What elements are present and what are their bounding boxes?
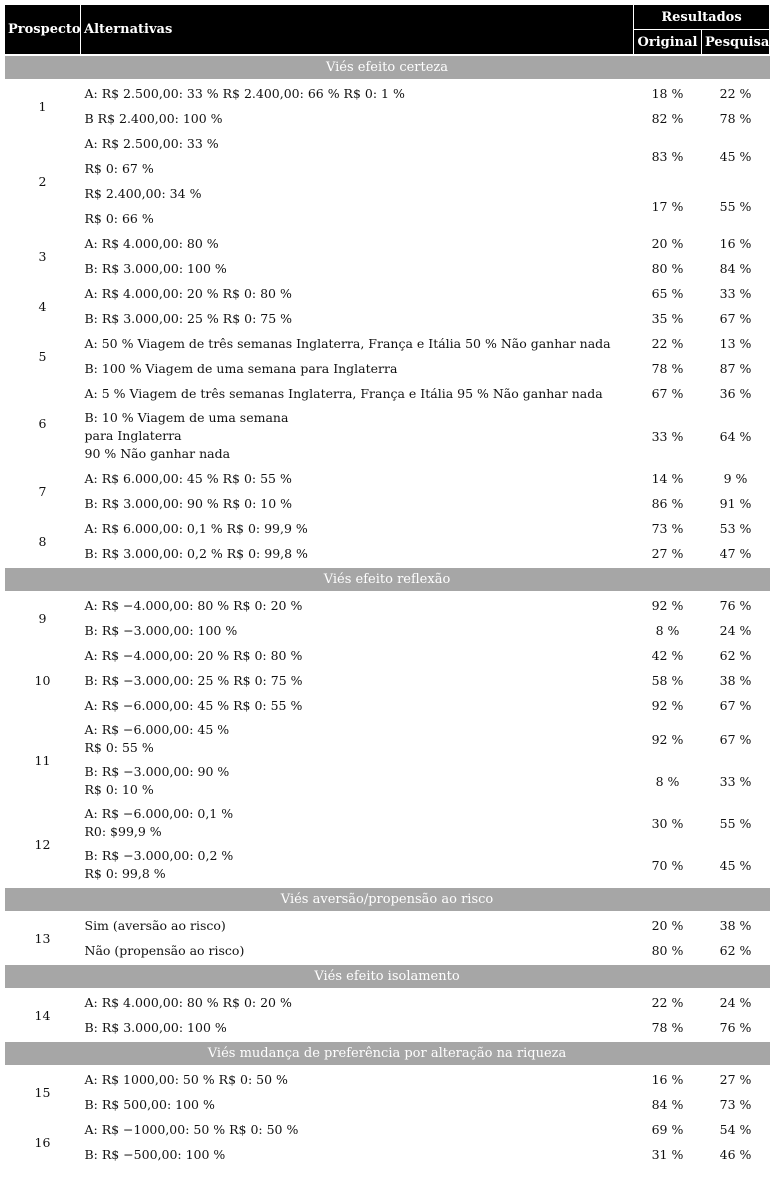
pesquisa-pct: 67 % (719, 311, 752, 326)
original-pct: 92 % (651, 731, 684, 747)
pesquisa-pct: 54 % (719, 1122, 752, 1137)
prospect-number: 15 (34, 1084, 51, 1100)
original-pct: 78 % (651, 1020, 684, 1035)
original-pct: 16 % (651, 1072, 684, 1087)
pesquisa-pct: 73 % (719, 1097, 752, 1112)
pesquisa-pct: 33 % (719, 286, 752, 301)
prospect-number: 7 (38, 483, 47, 499)
pesquisa-pct: 24 % (719, 623, 752, 638)
alternative: R$ 0: 66 % (84, 210, 154, 226)
pesquisa-pct: 67 % (719, 731, 752, 747)
prospect-number: 16 (34, 1134, 51, 1150)
alternative-line: B: R$ −3.000,00: 90 % (84, 764, 230, 779)
pesquisa-pct: 9 % (723, 471, 748, 486)
alternative-line: A: R$ −6.000,00: 0,1 % (84, 806, 234, 821)
header-resultados: Resultados (634, 5, 770, 30)
original-pct: 8 % (655, 773, 680, 789)
pesquisa-pct: 78 % (719, 111, 752, 126)
original-pct: 70 % (651, 857, 684, 873)
prospect-number: 5 (38, 348, 47, 364)
prospect-number: 1 (38, 98, 47, 114)
pesquisa-pct: 46 % (719, 1147, 752, 1162)
original-pct: 17 % (651, 198, 684, 214)
alternative-line: R0: $99,9 % (84, 824, 162, 839)
section-title: Viés efeito certeza (5, 55, 770, 80)
original-pct: 8 % (655, 623, 680, 638)
original-pct: 27 % (651, 546, 684, 561)
pesquisa-pct: 62 % (719, 648, 752, 663)
prospect-number: 6 (38, 416, 47, 431)
section-title: Viés aversão/propensão ao risco (5, 887, 770, 912)
pesquisa-pct: 76 % (719, 1020, 752, 1035)
original-pct: 14 % (651, 471, 684, 486)
pesquisa-pct: 67 % (719, 698, 752, 713)
alternative (81, 802, 634, 844)
alternative-line: R$ 0: 55 % (84, 740, 154, 755)
original-pct: 35 % (651, 311, 684, 326)
pesquisa-pct: 38 % (719, 673, 752, 688)
prospect-number: 4 (38, 298, 47, 314)
alternative: B: R$ 3.000,00: 90 % R$ 0: 10 % (84, 495, 293, 511)
original-pct: 42 % (651, 648, 684, 663)
section-title: Viés efeito reflexão (5, 567, 770, 592)
original-pct: 83 % (651, 148, 684, 164)
original-pct: 80 % (651, 261, 684, 276)
prospect-number: 12 (34, 836, 51, 852)
alternative-line: B: 10 % Viagem de uma semana (84, 410, 289, 425)
section-title: Viés mudança de preferência por alteração na riqueza (5, 1041, 770, 1066)
alternative-line: 90 % Não ganhar nada (84, 446, 231, 461)
alternative: B: R$ 3.000,00: 100 % (84, 1019, 227, 1035)
results-table (4, 4, 770, 1167)
pesquisa-pct: 13 % (719, 336, 752, 351)
prospect-number: 9 (38, 610, 47, 626)
pesquisa-pct: 36 % (719, 386, 752, 401)
original-pct: 92 % (651, 698, 684, 713)
pesquisa-pct: 33 % (719, 773, 752, 789)
alternative (81, 844, 634, 887)
original-pct: 82 % (651, 111, 684, 126)
original-pct: 67 % (651, 386, 684, 401)
original-pct: 22 % (651, 336, 684, 351)
prospect-number: 10 (34, 673, 51, 688)
prospect-number: 11 (34, 752, 51, 768)
alternative: B: 100 % Viagem de uma semana para Inglaterra (84, 360, 398, 376)
header-pesquisa: Pesquisa (702, 30, 770, 56)
original-pct: 78 % (651, 361, 684, 376)
pesquisa-pct: 38 % (719, 918, 752, 933)
pesquisa-pct: 47 % (719, 546, 752, 561)
alternative: B: R$ 3.000,00: 25 % R$ 0: 75 % (84, 310, 293, 326)
prospect-number: 8 (38, 533, 47, 549)
pesquisa-pct: 87 % (719, 361, 752, 376)
header-prospecto: Prospecto (5, 5, 81, 56)
alternative (81, 406, 634, 466)
alternative: A: R$ −6.000,00: 45 % R$ 0: 55 % (84, 697, 303, 713)
original-pct: 33 % (651, 428, 684, 444)
pesquisa-pct: 55 % (719, 198, 752, 214)
original-pct: 18 % (651, 86, 684, 101)
pesquisa-pct: 45 % (719, 857, 752, 873)
pesquisa-pct: 27 % (719, 1072, 752, 1087)
header-alternativas: Alternativas (81, 5, 634, 56)
pesquisa-pct: 16 % (719, 236, 752, 251)
alternative: A: 5 % Viagem de três semanas Inglaterra, França e Itália 95 % Não ganhar nada (84, 385, 603, 401)
prospect-number: 13 (34, 930, 51, 946)
pesquisa-pct: 76 % (719, 598, 752, 613)
pesquisa-pct: 22 % (719, 86, 752, 101)
pesquisa-pct: 24 % (719, 995, 752, 1010)
alternative (81, 760, 634, 802)
alternative-line: A: R$ −6.000,00: 45 % (84, 722, 230, 737)
original-pct: 65 % (651, 286, 684, 301)
alternative: A: R$ 4.000,00: 20 % R$ 0: 80 % (84, 285, 292, 301)
original-pct: 58 % (651, 673, 684, 688)
original-pct: 22 % (651, 995, 684, 1010)
original-pct: 80 % (651, 943, 684, 958)
alternative: B: R$ −3.000,00: 100 % (84, 622, 238, 638)
section-title: Viés efeito isolamento (5, 964, 770, 989)
pesquisa-pct: 62 % (719, 943, 752, 958)
alternative: Sim (aversão ao risco) (84, 917, 226, 933)
alternative: A: R$ 1000,00: 50 % R$ 0: 50 % (84, 1071, 288, 1087)
alternative: A: R$ −1000,00: 50 % R$ 0: 50 % (84, 1121, 299, 1137)
alternative: R$ 2.400,00: 34 % (84, 185, 202, 201)
prospect-number: 2 (38, 173, 47, 189)
alternative: B: R$ −500,00: 100 % (84, 1146, 226, 1162)
pesquisa-pct: 55 % (719, 815, 752, 831)
alternative: B: R$ 500,00: 100 % (84, 1096, 215, 1112)
original-pct: 20 % (651, 918, 684, 933)
original-pct: 92 % (651, 598, 684, 613)
original-pct: 30 % (651, 815, 684, 831)
original-pct: 20 % (651, 236, 684, 251)
alternative: B: R$ 3.000,00: 0,2 % R$ 0: 99,8 % (84, 545, 308, 561)
alternative: A: R$ 4.000,00: 80 % R$ 0: 20 % (84, 994, 292, 1010)
original-pct: 84 % (651, 1097, 684, 1112)
alternative (81, 718, 634, 760)
alternative: B R$ 2.400,00: 100 % (84, 110, 223, 126)
alternative: A: 50 % Viagem de três semanas Inglaterra, França e Itália 50 % Não ganhar nada (84, 335, 611, 351)
alternative: A: R$ 4.000,00: 80 % (84, 235, 219, 251)
alternative: A: R$ 2.500,00: 33 % (84, 135, 219, 151)
alternative: A: R$ −4.000,00: 20 % R$ 0: 80 % (84, 647, 303, 663)
alternative-line: R$ 0: 99,8 % (84, 866, 166, 881)
pesquisa-pct: 45 % (719, 148, 752, 164)
original-pct: 86 % (651, 496, 684, 511)
pesquisa-pct: 91 % (719, 496, 752, 511)
original-pct: 69 % (651, 1122, 684, 1137)
original-pct: 73 % (651, 521, 684, 536)
alternative-line: R$ 0: 10 % (84, 782, 154, 797)
prospect-number: 14 (34, 1007, 51, 1023)
alternative: R$ 0: 67 % (84, 160, 154, 176)
table-container (4, 4, 769, 1167)
alternative: A: R$ −4.000,00: 80 % R$ 0: 20 % (84, 597, 303, 613)
pesquisa-pct: 84 % (719, 261, 752, 276)
original-pct: 31 % (651, 1147, 684, 1162)
prospect-number: 3 (38, 248, 47, 264)
header-original: Original (634, 30, 702, 56)
alternative: Não (propensão ao risco) (84, 942, 245, 958)
alternative: A: R$ 2.500,00: 33 % R$ 2.400,00: 66 % R$ 0: 1 % (84, 85, 405, 101)
alternative: B: R$ 3.000,00: 100 % (84, 260, 227, 276)
alternative-line: para Inglaterra (84, 428, 182, 443)
alternative: B: R$ −3.000,00: 25 % R$ 0: 75 % (84, 672, 303, 688)
pesquisa-pct: 53 % (719, 521, 752, 536)
alternative-line: B: R$ −3.000,00: 0,2 % (84, 848, 234, 863)
pesquisa-pct: 64 % (719, 428, 752, 444)
alternative: A: R$ 6.000,00: 0,1 % R$ 0: 99,9 % (84, 520, 308, 536)
alternative: A: R$ 6.000,00: 45 % R$ 0: 55 % (84, 470, 292, 486)
